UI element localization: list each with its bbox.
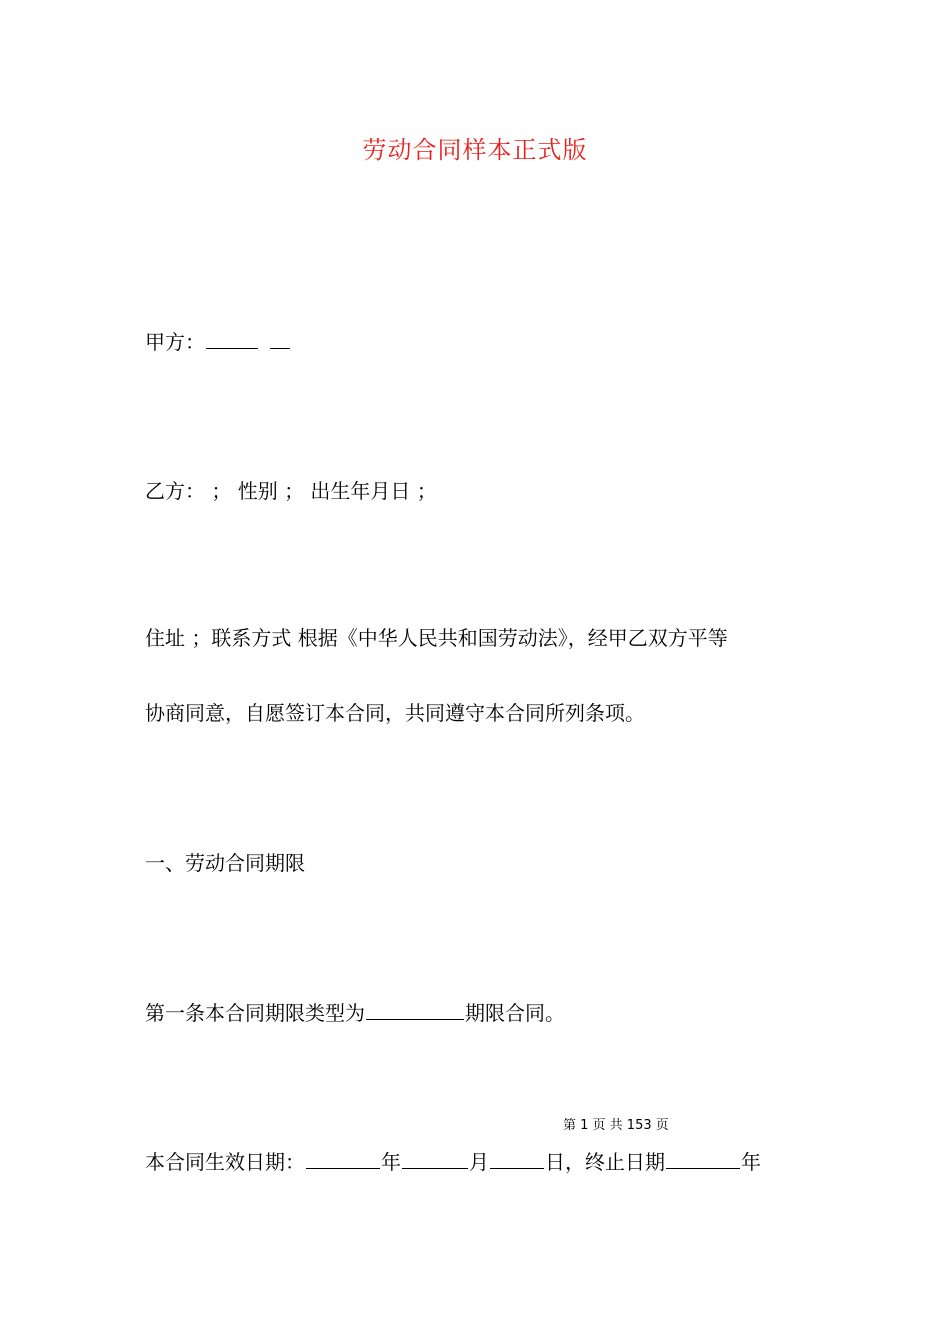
article-1-line bbox=[145, 997, 825, 1028]
party-a-blank-1[interactable] bbox=[206, 326, 258, 349]
party-a-blank-2[interactable] bbox=[270, 326, 290, 349]
article-1-prefix: 第一条本合同期限类型为 bbox=[145, 1001, 365, 1025]
month-label: 月 bbox=[469, 1150, 489, 1174]
start-month-blank[interactable] bbox=[402, 1146, 468, 1169]
address-line-2: 协商同意，自愿签订本合同，共同遵守本合同所列条项。 bbox=[145, 701, 645, 725]
end-year-blank[interactable] bbox=[666, 1146, 740, 1169]
document-title: 劳动合同样本正式版 bbox=[362, 136, 588, 164]
day-label: 日，终止日期 bbox=[545, 1150, 665, 1174]
article-1-suffix: 期限合同。 bbox=[465, 1001, 565, 1025]
party-a-label: 甲方： bbox=[145, 330, 205, 354]
party-b-line: 乙方： ； 性别 ； 出生年月日 ； bbox=[145, 479, 437, 503]
party-a-line bbox=[145, 326, 825, 357]
effective-date-line bbox=[145, 1146, 825, 1177]
year-label: 年 bbox=[381, 1150, 401, 1174]
end-year-label: 年 bbox=[741, 1150, 761, 1174]
effective-label: 本合同生效日期： bbox=[145, 1150, 305, 1174]
section-1-heading: 一、劳动合同期限 bbox=[145, 851, 305, 875]
start-day-blank[interactable] bbox=[490, 1146, 544, 1169]
address-line-1: 住址 ；联系方式 根据《中华人民共和国劳动法》，经甲乙双方平等 bbox=[145, 626, 728, 650]
contract-type-blank[interactable] bbox=[366, 997, 464, 1020]
page-footer: 第 1 页 共 153 页 bbox=[563, 1118, 669, 1133]
start-year-blank[interactable] bbox=[306, 1146, 380, 1169]
